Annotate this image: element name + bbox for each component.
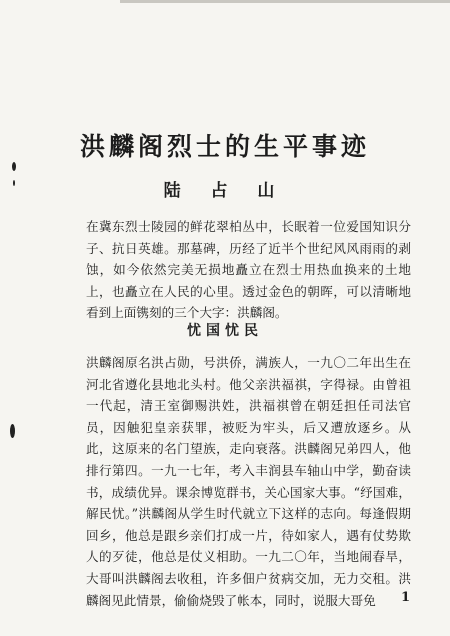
scan-edge-line [120,0,450,3]
binding-mark [12,162,16,171]
body-paragraph: 洪麟阁原名洪占勋，号洪侨，满族人，一九〇二年出生在河北省遵化县地北头村。他父亲洪福祺，字得禄。由曾祖一代起，清王室御赐洪姓，洪福祺曾在朝廷担任司法官员，因触犯皇亲获罪，被贬为牢头，后又遭放逐乡。从此，这原来的名门望族，走向衰落。洪麟阁兄弟四人，他排行第四。一九一七年，考入丰润县车轴山中学，勤奋读书，成绩优异。课余博览群书，关心国家大事。“纾国难，解民忧。”洪麟阁从学生时代就立下这样的志向。每逢假期回乡，他总是跟乡亲们打成一片，待如家人，遇有仗势欺人的歹徒，他总是仗义相助。一九二〇年，当地闹春旱，大哥叫洪麟阁去收租，许多佃户贫病交加，无力交租。洪麟阁见此情景，偷偷烧毁了帐本，同时，说服大哥免 [86,355,411,608]
article-title: 洪麟阁烈士的生平事迹 [79,132,370,161]
article-author: 陆 占 山 [163,181,287,201]
binding-mark [10,424,15,438]
intro-paragraph: 在冀东烈士陵园的鲜花翠柏丛中，长眠着一位爱国知识分子、抗日英雄。那墓碑，历经了近半个世纪风风雨雨的剥蚀，如今依然完美无损地矗立在烈士用热血换来的土地上，也矗立在人民的心里。透过金色的朝晖，可以清晰地看到上面镌刻的三个大字：洪麟阁。 [86,219,411,321]
page-number: 1 [401,590,411,605]
section-heading: 忧国忧民 [187,323,263,339]
